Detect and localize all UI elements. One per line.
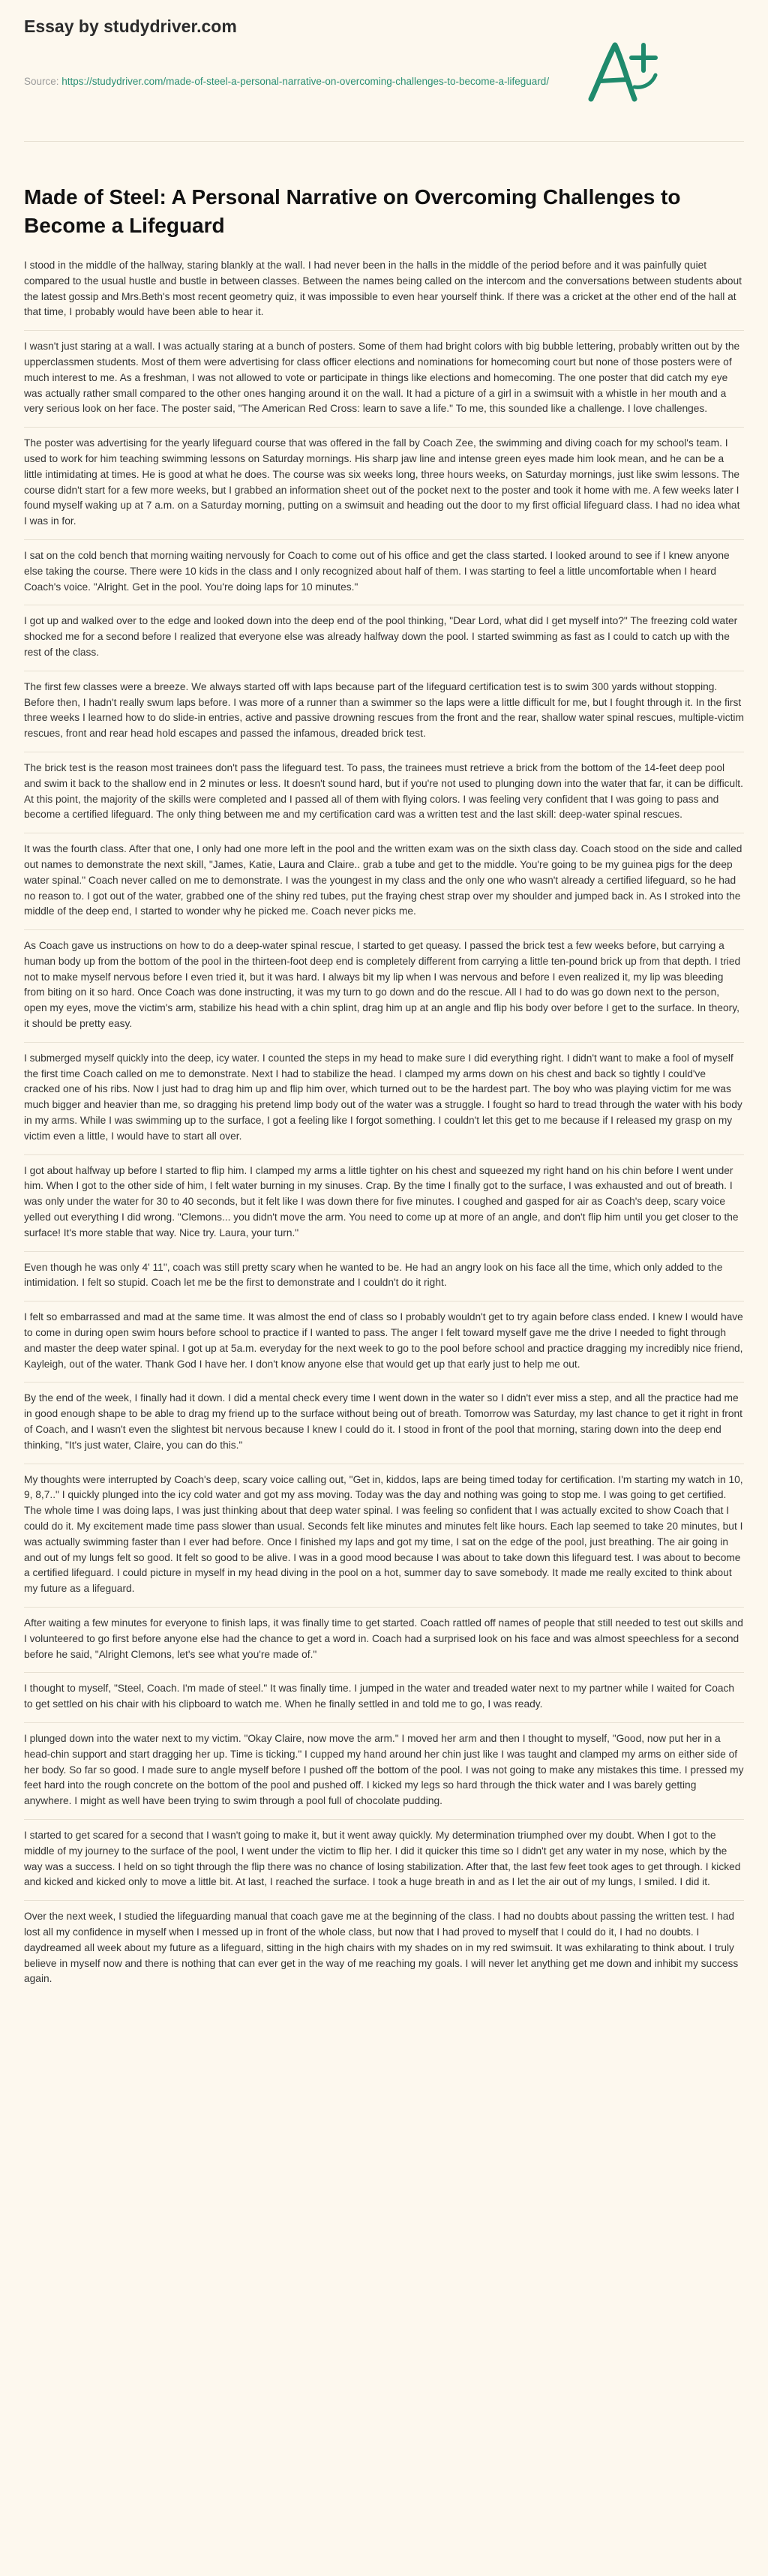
source-link[interactable]: https://studydriver.com/made-of-steel-a-personal-narrative-on-overcoming-challenges-to-become-a-lifeguard/: [62, 76, 550, 87]
article-paragraph: I plunged down into the water next to my victim. "Okay Claire, now move the arm." I moved her arm and then I thought to myself, "Good, now put her in a head-chin support and start dragging her up. Time is ticking." I cupped my hand around her chin just like I was taught and clamped my arms on either side of her body. So far so good. I made sure to angle myself before I pushed off the bottom of the pool. I was not going to make any mistakes this time. I pressed my feet hard into the rough concrete on the bottom of the pool and pushed off. I kicked my legs so hard through the thick water and I was barely getting anywhere. I might as well have been trying to swim through a pool full of chocolate pudding.: [24, 1722, 744, 1819]
article-paragraph: Over the next week, I studied the lifeguarding manual that coach gave me at the beginning of the class. I had no doubts about passing the written test. I had lost all my confidence in myself when I messed up in front of the whole class, but now that I had proved to myself that I could do it, I had no doubts. I daydreamed all week about my future as a lifeguard, sitting in the high chairs with my shades on in my red swimsuit. It was exhilarating to think about. I truly believe in myself now and there is nothing that can ever get in the way of me reaching my goals. I will never let anything get me down and inhibit my success again.: [24, 1900, 744, 1997]
source-line: [24, 74, 594, 89]
article-paragraph: I got up and walked over to the edge and looked down into the deep end of the pool thinking, "Dear Lord, what did I get myself into?" The freezing cold water shocked me for a second before I realized that everyone else was already halfway down the pool. I started swimming as fast as I could to catch up with the rest of the class.: [24, 605, 744, 670]
article-paragraph: The brick test is the reason most trainees don't pass the lifeguard test. To pass, the trainees must retrieve a brick from the bottom of the 14-feet deep pool and swim it back to the shallow end in 2 minutes or less. It doesn't sound hard, but if you're not used to plunging down into the water that far, it can be difficult. At this point, the majority of the skills were completed and I passed all of them with flying colors. I was feeling very confident that I was going to pass and become a certified lifeguard. The only thing between me and my certification card was a written test and the last skill: deep-water spinal rescues.: [24, 752, 744, 833]
article-paragraph: I thought to myself, "Steel, Coach. I'm made of steel." It was finally time. I jumped in the water and treaded water next to my partner while I waited for Coach to get settled on his chair with his clipboard to watch me. When he finally settled in and told me to go, I was ready.: [24, 1672, 744, 1722]
article-title: Made of Steel: A Personal Narrative on Overcoming Challenges to Become a Lifeguard: [24, 185, 681, 237]
article-paragraph: The poster was advertising for the yearly lifeguard course that was offered in the fall by Coach Zee, the swimming and diving coach for my school's team. I used to work for him teaching swimming lessons on Saturday mornings. His sharp jaw line and intense green eyes made him look mean, and he can be a little intimidating at times. He is good at what he does. The course was six weeks long, three hours weeks, on Saturday mornings, just like swim lessons. The course didn't start for a few more weeks, but I grabbed an information sheet out of the pocket next to the poster and took it home with me. A few weeks later I found myself waking up at 7 a.m. on a Saturday morning, putting on a swimsuit and heading out the door to my first official lifeguard class. I had no idea what I was in for.: [24, 427, 744, 539]
site-header: [24, 0, 744, 128]
article: [24, 183, 744, 1997]
article-paragraph: I started to get scared for a second that I wasn't going to make it, but it went away quickly. My determination triumphed over my doubt. When I got to the middle of my journey to the surface of the pool, I went under the victim to flip her. I did it quicker this time so I didn't get any water in my nose, which by the way was a success. I held on so tight through the flip there was no chance of losing stabilization. After that, the last few feet took ages to get through. I kicked and kicked and kicked only to move a little bit. At last, I reached the surface. I took a huge breath in and as I let the air out of my lungs, I smiled. I did it.: [24, 1819, 744, 1900]
article-paragraph: After waiting a few minutes for everyone to finish laps, it was finally time to get started. Coach rattled off names of people that still needed to test out skills and I volunteered to go first before anyone else had the chance to get a word in. Coach had a surprised look on his face and was almost speechless for a second before he said, "Alright Clemons, let's see what you're made of.": [24, 1607, 744, 1672]
site-title: Essay by studydriver.com: [24, 17, 237, 36]
article-paragraph: As Coach gave us instructions on how to do a deep-water spinal rescue, I started to get queasy. I passed the brick test a few weeks before, but carrying a human body up from the bottom of the pool in the thirteen-foot deep end is completely different from carrying a little ten-pound brick up from that depth. I tried not to make myself nervous before I even tried it, but it was hard. I always bit my lip when I was nervous and before I even realized it, my lip was bleeding from biting on it so hard. Once Coach was done instructing, it was my turn to go down and do the rescue. All I had to do was go down next to the person, open my eyes, move the victim's arm, stabilize his head with a chin splint, drag him up at an angle and flip his body over before I get to the surface. In theory, it should be pretty easy.: [24, 929, 744, 1042]
article-paragraph: My thoughts were interrupted by Coach's deep, scary voice calling out, "Get in, kiddos, laps are being timed today for certification. I'm starting my watch in 10, 9, 8,7.." I quickly plunged into the icy cold water and got my ass moving. Today was the day and nothing was going to stop me. I was going to get certified. The whole time I was doing laps, I was just thinking about that deep water spinal. I was feeling so confident that I was actually excited to show Coach that I could do it. My excitement made time pass slower than usual. Seconds felt like minutes and minutes felt like hours. Each lap seemed to take 20 minutes, but I was actually swimming faster than I ever had before. Once I finished my laps and got my time, I sat on the edge of the pool, just breathing. The air going in and out of my lungs felt so good. It felt so good to be alive. I was in a good mood because I was about to take down this lifeguard test. I was about to become a certified lifeguard. I could picture in myself in my head diving in the pool on a hot, summer day to save somebody. It made me really excited to think about my future as a lifeguard.: [24, 1464, 744, 1607]
article-paragraph: The first few classes were a breeze. We always started off with laps because part of the lifeguard certification test is to swim 300 yards without stopping. Before then, I hadn't really swum laps before. I was more of a runner than a swimmer so the laps were a little difficult for me, but I fought through it. In the first three weeks I learned how to do slide-in entries, active and passive drowning rescues from the front and the rear, shallow water spinal rescues, multiple-victim rescues, front and rear head hold escapes and passed the infamous, dreaded brick test.: [24, 671, 744, 752]
article-paragraph: I felt so embarrassed and mad at the same time. It was almost the end of class so I probably wouldn't get to try again before class ended. I knew I would have to come in during open swim hours before school to practice if I wanted to pass. The anger I felt toward myself gave me the drive I needed to fight through and master the deep water spinal. I got up at 5a.m. everyday for the next week to go to the pool before school and practice dragging my incredibly nice friend, Kayleigh, out of the water. Thank God I have her. I don't know anyone else that would get up that early just to help me out.: [24, 1301, 744, 1382]
a-plus-logo-icon: [578, 35, 660, 110]
article-body: [24, 258, 744, 1997]
header-divider: [24, 141, 744, 142]
article-paragraph: I got about halfway up before I started to flip him. I clamped my arms a little tighter on his chest and squeezed my right hand on his chin before I went under him. When I got to the other side of him, I felt water burning in my sinuses. Crap. By the time I finally got to the surface, I was exhausted and out of breath. I was only under the water for 30 to 40 seconds, but it felt like I was down there for five minutes. I coughed and gasped for air as Coach's deep, scary voice yelled out everything I did wrong. "Clemons... you didn't move the arm. You need to come up at more of an angle, and don't flip him until you get closer to the surface! It's more stable that way. Nice try. Laura, your turn.": [24, 1154, 744, 1251]
article-paragraph: I stood in the middle of the hallway, staring blankly at the wall. I had never been in the halls in the middle of the period before and it was painfully quiet compared to the usual hustle and bustle in between classes. Between the names being called on the intercom and the conversations between students about the latest gossip and Mrs.Beth's most recent geometry quiz, it was impossible to even hear yourself think. If there was a cricket at the other end of the hall at that time, I probably would have been able to hear it.: [24, 260, 742, 318]
article-paragraph: It was the fourth class. After that one, I only had one more left in the pool and the written exam was on the sixth class day. Coach stood on the side and called out names to demonstrate the next skill, "James, Katie, Laura and Claire.. grab a tube and get to the middle. You're going to be my guinea pigs for the deep water spinal." Coach never called on me to demonstrate. I was the youngest in my class and the only one who wasn't already a certified lifeguard, so he had no reason to. I got out of the water, grabbed one of the shiny red tubes, put the fraying chest strap over my shoulder and jumped back in. As I stroked into the middle of the deep end, I started to wonder why he picked me. Coach never picks me.: [24, 833, 744, 929]
article-paragraph: By the end of the week, I finally had it down. I did a mental check every time I went down in the water so I didn't ever miss a step, and all the practice had me in good enough shape to be able to drag my friend up to the surface without being out of breath. Tomorrow was Saturday, my last chance to get it right in front of Coach, and I wasn't even the slightest bit nervous because I knew I could do it. I stood in front of the pool that morning, staring down into the deep end thinking, "It's just water, Claire, you can do this.": [24, 1382, 744, 1463]
article-paragraph: I submerged myself quickly into the deep, icy water. I counted the steps in my head to make sure I did everything right. I didn't want to make a fool of myself the first time Coach called on me to demonstrate. Next I had to stabilize the head. I clamped my arms down on his chest and back so tightly I could've cracked one of his ribs. Now I just had to drag him up and flip him over, which turned out to be the hardest part. The boy who was playing victim for me was much bigger and heavier than me, so dragging his pretend limp body out of the water was a struggle. I fought so hard to tread through the water with his body in my arms. While I was swimming up to the surface, I got a feeling like I forgot something. I couldn't let this get to me because if I released my grasp on my victim even a little, I would have to start all over.: [24, 1042, 744, 1154]
source-label: Source:: [24, 76, 62, 87]
article-paragraph: Even though he was only 4' 11", coach was still pretty scary when he wanted to be. He had an angry look on his face all the time, which only added to the intimidation. I felt so stupid. Coach let me be the first to demonstrate and I couldn't do it right.: [24, 1251, 744, 1302]
article-paragraph: I wasn't just staring at a wall. I was actually staring at a bunch of posters. Some of them had bright colors with big bubble lettering, probably written out by the upperclassmen students. Most of them were advertising for class officer elections and nominations for homecoming court but none of those posters were of much interest to me. As a freshman, I was not allowed to vote or participate in things like elections and homecoming. The one poster that did catch my eye was actually rather small compared to the other ones hanging around it on the wall. It had a picture of a girl in a swimsuit with a whistle in her mouth and a very serious look on her face. The poster said, "The American Red Cross: learn to save a life." To me, this sounded like a challenge. I love challenges.: [24, 330, 744, 427]
article-paragraph: I sat on the cold bench that morning waiting nervously for Coach to come out of his office and get the class started. I looked around to see if I knew anyone else taking the course. There were 10 kids in the class and I only recognized about half of them. I was starting to feel a little uncomfortable when I heard Coach's voice. "Alright. Get in the pool. You're doing laps for 10 minutes.": [24, 539, 744, 605]
